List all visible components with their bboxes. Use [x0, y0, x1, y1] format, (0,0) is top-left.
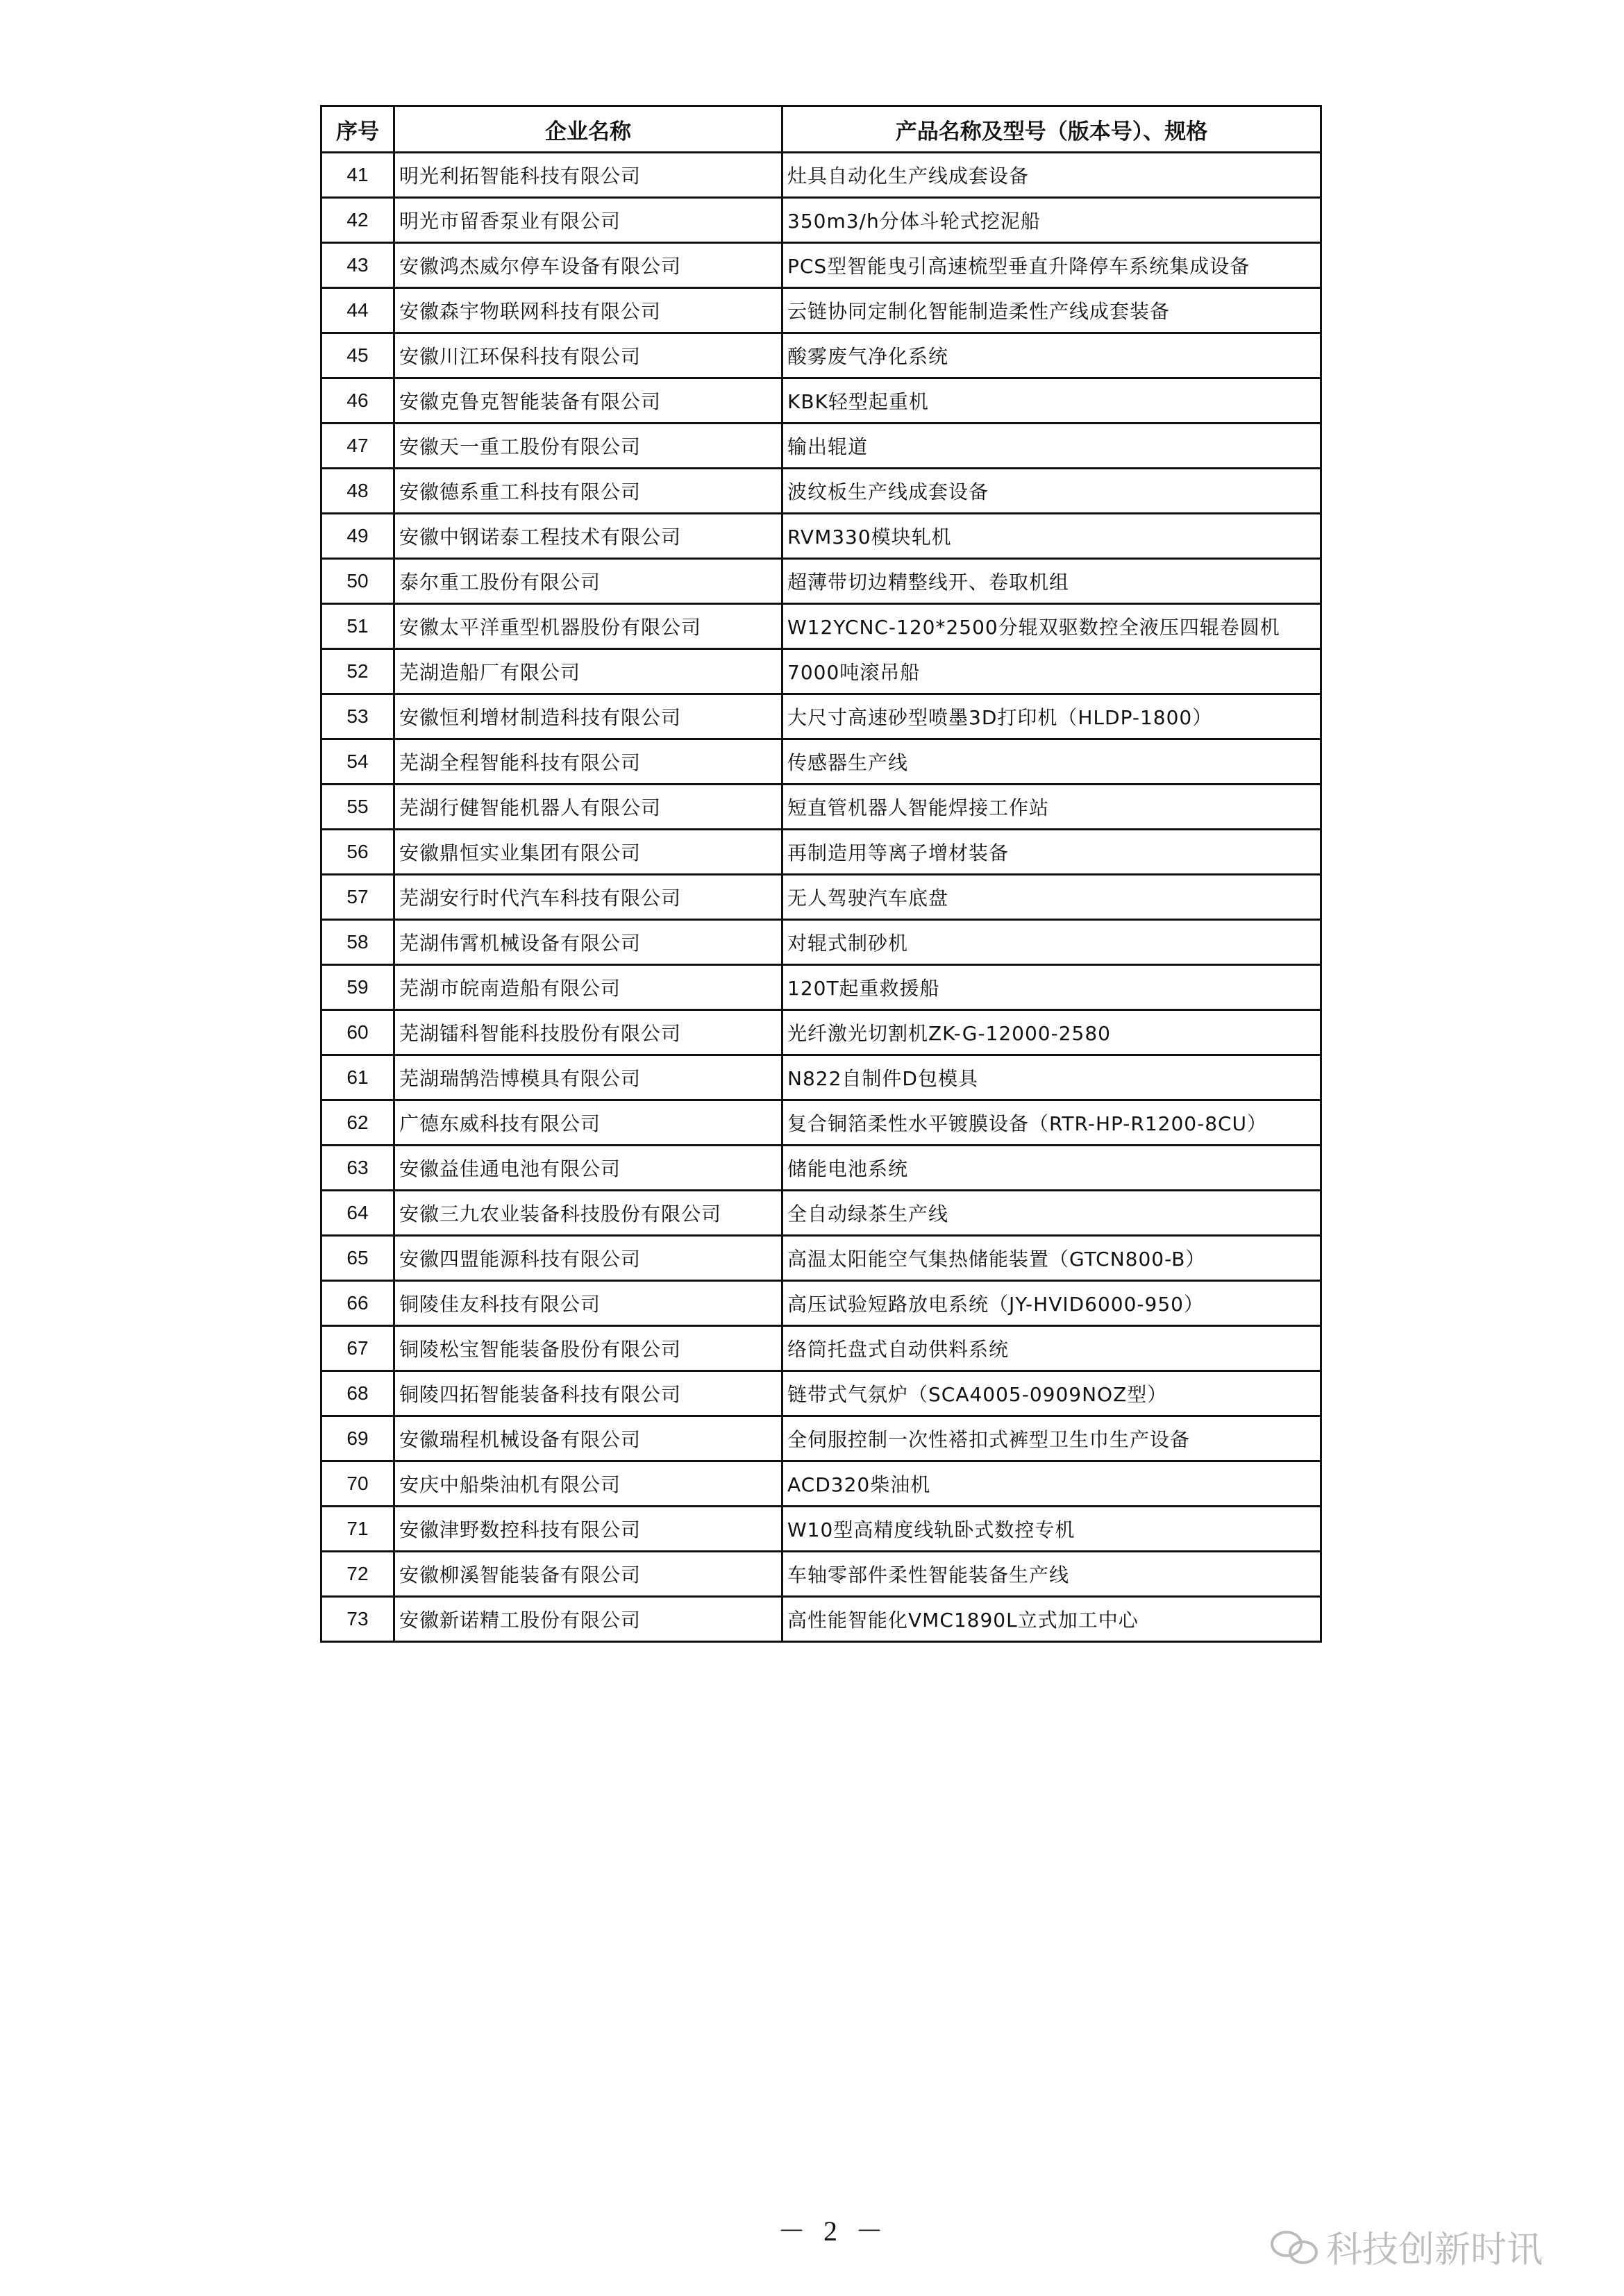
table-row [321, 1191, 1321, 1236]
product-name: 全自动绿茶生产线 [782, 1191, 1321, 1236]
product-name: RVM330模块轧机 [782, 514, 1321, 559]
table-row [321, 198, 1321, 243]
product-name: N822自制件D包模具 [782, 1055, 1321, 1100]
row-index: 59 [321, 965, 394, 1010]
row-index: 66 [321, 1281, 394, 1326]
table-row [321, 1100, 1321, 1146]
company-name: 安徽四盟能源科技有限公司 [394, 1236, 782, 1281]
table-row [321, 514, 1321, 559]
table-row [321, 1146, 1321, 1191]
product-name: 高压试验短路放电系统（JY-HVID6000-950） [782, 1281, 1321, 1326]
product-name: 波纹板生产线成套设备 [782, 469, 1321, 514]
row-index: 43 [321, 243, 394, 288]
row-index: 42 [321, 198, 394, 243]
company-name: 安徽三九农业装备科技股份有限公司 [394, 1191, 782, 1236]
watermark-text: 科技创新时讯 [1326, 2229, 1543, 2271]
company-name: 安徽太平洋重型机器股份有限公司 [394, 604, 782, 649]
row-index: 52 [321, 649, 394, 694]
row-index: 65 [321, 1236, 394, 1281]
company-name: 安徽恒利增材制造科技有限公司 [394, 694, 782, 739]
product-name: 复合铜箔柔性水平镀膜设备（RTR-HP-R1200-8CU） [782, 1100, 1321, 1146]
company-name: 铜陵松宝智能装备股份有限公司 [394, 1326, 782, 1371]
product-name: 络筒托盘式自动供料系统 [782, 1326, 1321, 1371]
table-row [321, 1416, 1321, 1461]
company-name: 泰尔重工股份有限公司 [394, 559, 782, 604]
row-index: 57 [321, 875, 394, 920]
row-index: 61 [321, 1055, 394, 1100]
row-index: 49 [321, 514, 394, 559]
product-name: 储能电池系统 [782, 1146, 1321, 1191]
company-name: 芜湖伟霄机械设备有限公司 [394, 920, 782, 965]
company-name: 安徽津野数控科技有限公司 [394, 1507, 782, 1552]
product-name: 短直管机器人智能焊接工作站 [782, 785, 1321, 830]
row-index: 54 [321, 739, 394, 785]
company-name: 安徽森宇物联网科技有限公司 [394, 288, 782, 333]
product-name: 光纤激光切割机ZK-G-12000-2580 [782, 1010, 1321, 1055]
product-name: 超薄带切边精整线开、卷取机组 [782, 559, 1321, 604]
company-name: 铜陵四拓智能装备科技有限公司 [394, 1371, 782, 1416]
row-index: 50 [321, 559, 394, 604]
product-name: 输出辊道 [782, 424, 1321, 469]
table-row [321, 1552, 1321, 1597]
company-name: 芜湖安行时代汽车科技有限公司 [394, 875, 782, 920]
row-index: 44 [321, 288, 394, 333]
row-index: 64 [321, 1191, 394, 1236]
company-name: 安徽克鲁克智能装备有限公司 [394, 378, 782, 424]
table-row [321, 875, 1321, 920]
row-index: 53 [321, 694, 394, 739]
table-row [321, 469, 1321, 514]
product-name: ACD320柴油机 [782, 1461, 1321, 1507]
row-index: 55 [321, 785, 394, 830]
product-name: 对辊式制砂机 [782, 920, 1321, 965]
company-name: 安徽中钢诺泰工程技术有限公司 [394, 514, 782, 559]
table-row [321, 1461, 1321, 1507]
header-company: 企业名称 [394, 106, 782, 153]
product-name: 传感器生产线 [782, 739, 1321, 785]
table-row [321, 739, 1321, 785]
company-name: 安徽德系重工科技有限公司 [394, 469, 782, 514]
company-name: 芜湖瑞鹄浩博模具有限公司 [394, 1055, 782, 1100]
company-name: 安徽鼎恒实业集团有限公司 [394, 830, 782, 875]
row-index: 60 [321, 1010, 394, 1055]
product-name: 车轴零部件柔性智能装备生产线 [782, 1552, 1321, 1597]
table-row [321, 1281, 1321, 1326]
product-name: 灶具自动化生产线成套设备 [782, 153, 1321, 198]
company-name: 明光利拓智能科技有限公司 [394, 153, 782, 198]
company-name: 安徽柳溪智能装备有限公司 [394, 1552, 782, 1597]
product-name: 再制造用等离子增材装备 [782, 830, 1321, 875]
header-product: 产品名称及型号（版本号）、规格 [782, 106, 1321, 153]
table-row [321, 153, 1321, 198]
row-index: 72 [321, 1552, 394, 1597]
table-row [321, 559, 1321, 604]
product-name: 云链协同定制化智能制造柔性产线成套装备 [782, 288, 1321, 333]
page-number: － 2 － [778, 2215, 889, 2247]
table-row [321, 333, 1321, 378]
row-index: 71 [321, 1507, 394, 1552]
company-name: 安徽新诺精工股份有限公司 [394, 1597, 782, 1642]
product-name: 全伺服控制一次性褡扣式裤型卫生巾生产设备 [782, 1416, 1321, 1461]
product-name: 350m3/h分体斗轮式挖泥船 [782, 198, 1321, 243]
row-index: 51 [321, 604, 394, 649]
row-index: 45 [321, 333, 394, 378]
company-name: 铜陵佳友科技有限公司 [394, 1281, 782, 1326]
wechat-icon [1271, 2229, 1319, 2264]
company-name: 芜湖镭科智能科技股份有限公司 [394, 1010, 782, 1055]
table-row [321, 694, 1321, 739]
header-index: 序号 [321, 106, 394, 153]
row-index: 58 [321, 920, 394, 965]
company-name: 芜湖全程智能科技有限公司 [394, 739, 782, 785]
company-name: 安徽鸿杰威尔停车设备有限公司 [394, 243, 782, 288]
table-row [321, 424, 1321, 469]
table-header-row [321, 106, 1321, 153]
row-index: 68 [321, 1371, 394, 1416]
company-name: 安庆中船柴油机有限公司 [394, 1461, 782, 1507]
row-index: 67 [321, 1326, 394, 1371]
product-name: 链带式气氛炉（SCA4005-0909NOZ型） [782, 1371, 1321, 1416]
company-name: 芜湖行健智能机器人有限公司 [394, 785, 782, 830]
table-row [321, 1236, 1321, 1281]
product-name: 大尺寸高速砂型喷墨3D打印机（HLDP-1800） [782, 694, 1321, 739]
company-name: 安徽川江环保科技有限公司 [394, 333, 782, 378]
table-row [321, 1055, 1321, 1100]
product-name: W10型高精度线轨卧式数控专机 [782, 1507, 1321, 1552]
company-name: 芜湖造船厂有限公司 [394, 649, 782, 694]
product-table [320, 105, 1322, 1643]
table-row [321, 830, 1321, 875]
company-name: 安徽瑞程机械设备有限公司 [394, 1416, 782, 1461]
table-body [321, 153, 1321, 1642]
table-row [321, 1597, 1321, 1642]
company-name: 安徽益佳通电池有限公司 [394, 1146, 782, 1191]
row-index: 41 [321, 153, 394, 198]
table-row [321, 1326, 1321, 1371]
product-name: 7000吨滚吊船 [782, 649, 1321, 694]
row-index: 48 [321, 469, 394, 514]
table-row [321, 920, 1321, 965]
product-name: 120T起重救援船 [782, 965, 1321, 1010]
company-name: 广德东威科技有限公司 [394, 1100, 782, 1146]
product-name: 高性能智能化VMC1890L立式加工中心 [782, 1597, 1321, 1642]
table-row [321, 785, 1321, 830]
table-row [321, 604, 1321, 649]
company-name: 芜湖市皖南造船有限公司 [394, 965, 782, 1010]
product-name: PCS型智能曳引高速梳型垂直升降停车系统集成设备 [782, 243, 1321, 288]
table-row [321, 378, 1321, 424]
row-index: 73 [321, 1597, 394, 1642]
row-index: 63 [321, 1146, 394, 1191]
watermark [1271, 2220, 1543, 2272]
row-index: 62 [321, 1100, 394, 1146]
product-name: 酸雾废气净化系统 [782, 333, 1321, 378]
table-row [321, 1010, 1321, 1055]
company-name: 安徽天一重工股份有限公司 [394, 424, 782, 469]
table-row [321, 288, 1321, 333]
company-name: 明光市留香泵业有限公司 [394, 198, 782, 243]
product-name: W12YCNC-120*2500分辊双驱数控全液压四辊卷圆机 [782, 604, 1321, 649]
product-name: 高温太阳能空气集热储能装置（GTCN800-B） [782, 1236, 1321, 1281]
row-index: 69 [321, 1416, 394, 1461]
product-name: KBK轻型起重机 [782, 378, 1321, 424]
row-index: 70 [321, 1461, 394, 1507]
table-row [321, 1371, 1321, 1416]
table-row [321, 1507, 1321, 1552]
row-index: 56 [321, 830, 394, 875]
row-index: 46 [321, 378, 394, 424]
table-row [321, 649, 1321, 694]
row-index: 47 [321, 424, 394, 469]
product-name: 无人驾驶汽车底盘 [782, 875, 1321, 920]
table-row [321, 243, 1321, 288]
table-row [321, 965, 1321, 1010]
